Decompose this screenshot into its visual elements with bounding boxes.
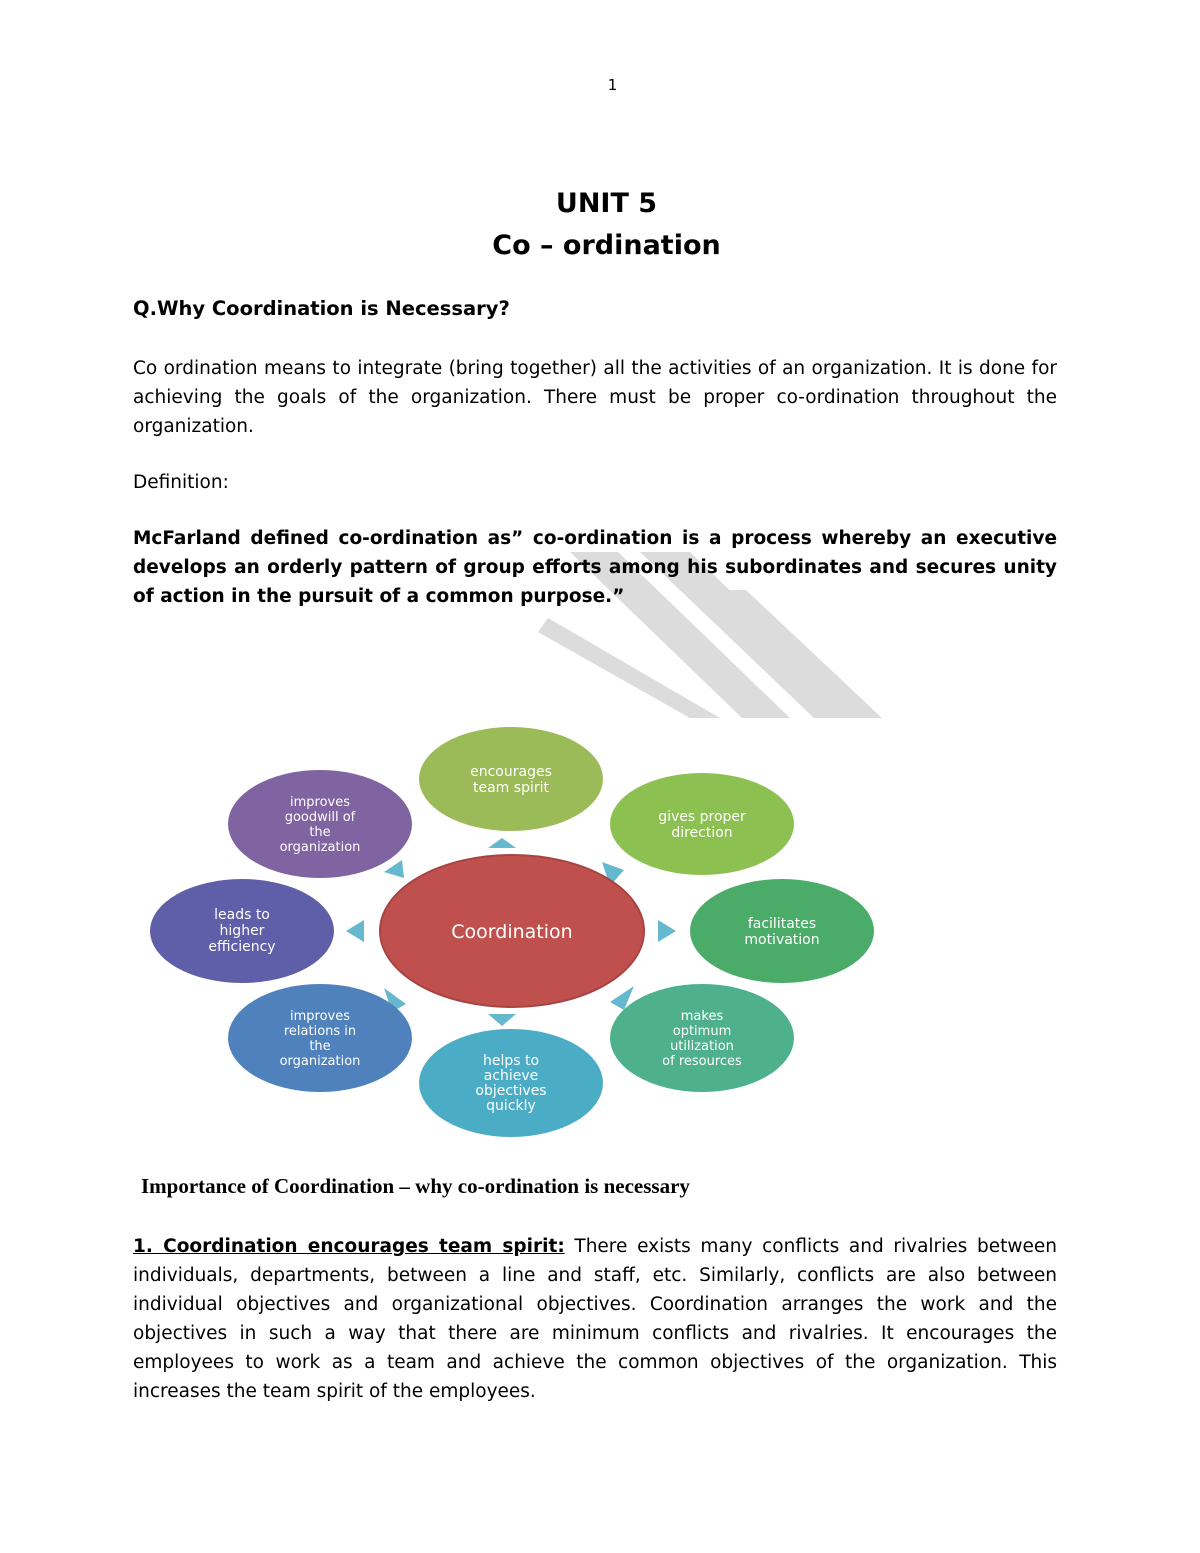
- node-team-spirit-line2: team spirit: [473, 780, 549, 796]
- node-resources: [610, 984, 794, 1092]
- arrow-right: [658, 920, 676, 942]
- node-efficiency-line2: higher: [219, 923, 265, 939]
- node-objectives-line2: achieve: [483, 1068, 539, 1084]
- node-objectives-line1: helps to: [482, 1053, 540, 1069]
- question-heading: Q.Why Coordination is Necessary?: [133, 297, 510, 320]
- definition-text: McFarland defined co-ordination as” co-ordination is a process whereby an executive develops an orderly pattern of group efforts among his subordinates and secures unity of action in the pursuit of a common purpose.”: [133, 528, 1057, 607]
- point-1-lead: 1. Coordination encourages team spirit:: [133, 1236, 565, 1257]
- coordination-diagram: [140, 720, 890, 1170]
- point-1-text: There exists many conflicts and rivalries between individuals, departments, between a line and staff, etc. Similarly, conflicts are also between individual objectives and organizational objectives. Coordination arranges the work and the objectives in such a way that there are minimum conflicts and rivalries. It encourages the employees to work as a team and achieve the common objectives of the organization. This increases the team spirit of the employees.: [133, 1236, 1057, 1402]
- node-direction-line2: direction: [671, 825, 733, 841]
- node-motivation-line2: motivation: [744, 932, 820, 948]
- node-team-spirit-line1: encourages: [470, 764, 552, 780]
- node-direction: [610, 773, 794, 875]
- node-goodwill-line1: improves: [289, 795, 351, 810]
- node-goodwill: [228, 770, 412, 878]
- node-resources-line2: optimum: [672, 1024, 732, 1039]
- title-block: [0, 183, 1200, 267]
- node-resources-line1: makes: [680, 1009, 724, 1024]
- point-1-paragraph: [133, 1232, 1057, 1406]
- intro-paragraph: Co ordination means to integrate (bring together) all the activities of an organization. It is done for achieving the goals of the organization. There must be proper co-ordination throughout the organization.: [133, 358, 1057, 437]
- node-efficiency: [150, 879, 334, 983]
- page-number: 1: [607, 76, 618, 94]
- node-goodwill-line3: the: [309, 825, 331, 840]
- node-relations-line1: improves: [289, 1009, 351, 1024]
- node-objectives: [419, 1029, 603, 1137]
- node-direction-line1: gives proper: [658, 809, 746, 825]
- subject-title: Co – ordination: [492, 230, 721, 261]
- node-objectives-line3: objectives: [475, 1083, 547, 1099]
- node-team-spirit: [419, 727, 603, 831]
- node-efficiency-line3: efficiency: [208, 939, 276, 955]
- node-motivation: [690, 879, 874, 983]
- node-relations-line3: the: [309, 1039, 331, 1054]
- unit-title: UNIT 5: [555, 188, 658, 219]
- node-goodwill-line4: organization: [279, 840, 361, 855]
- node-motivation-line1: facilitates: [747, 916, 817, 932]
- importance-heading: Importance of Coordination – why co-ordination is necessary: [141, 1174, 690, 1198]
- definition-label: Definition:: [133, 472, 229, 493]
- node-objectives-line4: quickly: [486, 1098, 536, 1114]
- node-efficiency-line1: leads to: [214, 907, 270, 923]
- arrow-left: [346, 920, 364, 942]
- node-relations-line4: organization: [279, 1054, 361, 1069]
- arrow-up: [488, 838, 516, 848]
- node-goodwill-line2: goodwill of: [284, 810, 356, 825]
- node-resources-line4: of resources: [662, 1054, 742, 1069]
- node-relations: [228, 984, 412, 1092]
- node-relations-line2: relations in: [283, 1024, 357, 1039]
- node-resources-line3: utilization: [670, 1039, 734, 1054]
- arrow-down: [488, 1014, 516, 1026]
- arrow-upleft: [384, 860, 404, 878]
- center-label: Coordination: [451, 921, 573, 943]
